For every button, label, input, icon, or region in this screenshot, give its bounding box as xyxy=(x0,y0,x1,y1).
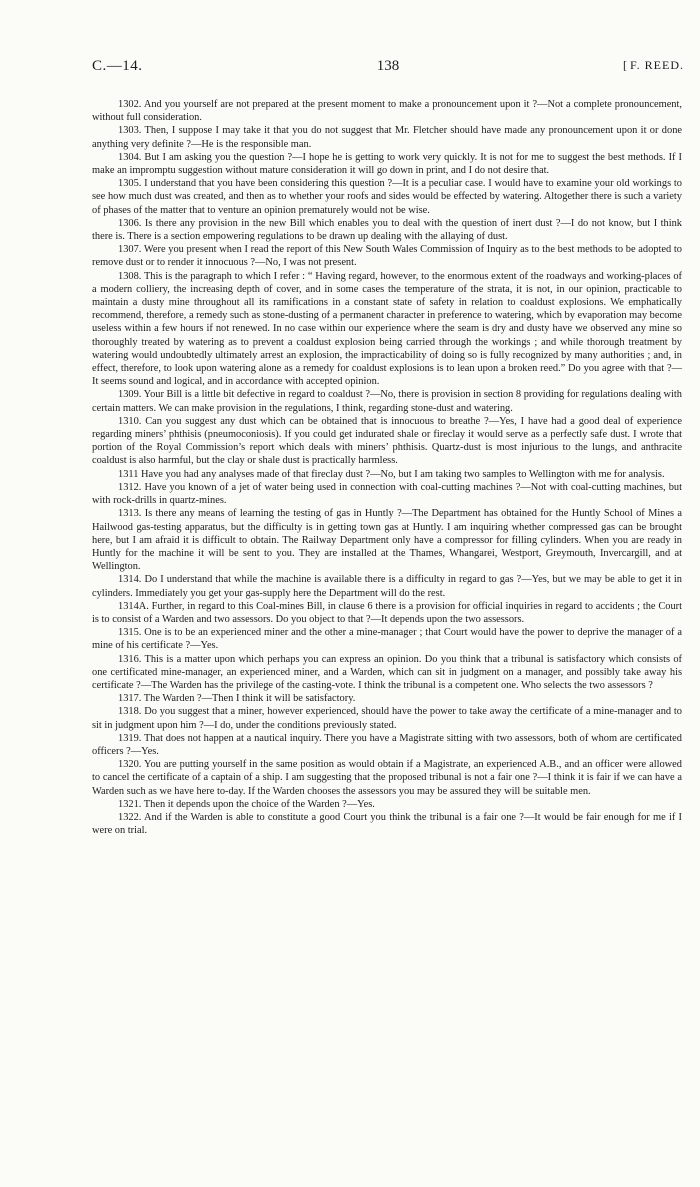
question-1318: 1318. Do you suggest that a miner, however experienced, should have the power to take away the certificate of a mine-manager and to sit in judgment upon him ?—I do, under the conditions previously stated. xyxy=(92,706,682,731)
question-1322: 1322. And if the Warden is able to constitute a good Court you think the tribunal is a fair one ?—It would be fair enough for me if I were on trial. xyxy=(92,811,682,837)
question-1315: 1315. One is to be an experienced miner and the other a mine-manager ; that Court would have the power to deprive the manager of a mine of his certificate ?—Yes. xyxy=(92,627,682,652)
question-1304: 1304. But I am asking you the question ?—I hope he is getting to work very quickly. It is not for me to suggest the best methods. If I make an impromptu suggestion without mature consideration it will go down in print, and I do not desire that. xyxy=(92,151,682,177)
question-1309: 1309. Your Bill is a little bit defective in regard to coaldust ?—No, there is provision in section 8 providing for regulations dealing with certain matters. We can make provision in the regulations, I think, regarding stone-dust and watering. xyxy=(92,389,682,414)
question-1316: 1316. This is a matter upon which perhaps you can express an opinion. Do you think that a tribunal is satisfactory which consists of one certificated mine-manager, an experienced miner, and a Warden, which can sit in judgment on a manager, and possibly take away his certificate ?—The Warden has the privilege of the casting-vote. I think the tribunal is a competent one. Who selects the two assessors ? xyxy=(92,653,682,691)
question-1306: 1306. Is there any provision in the new Bill which enables you to deal with the question of inert dust ?—I do not know, but I think there is. There is a section empowering regulations to be drawn up dealing with the allaying of dust. xyxy=(92,217,682,243)
page-header xyxy=(92,58,684,82)
question-1319: 1319. That does not happen at a nautical inquiry. There you have a Magistrate sitting with two assessors, both of whom are certificated officers ?—Yes. xyxy=(92,732,682,757)
question-1312: 1312. Have you known of a jet of water being used in connection with coal-cutting machines ?—Not with coal-cutting machines, but with rock-drills in quartz-mines. xyxy=(92,481,682,507)
question-1313: 1313. Is there any means of learning the testing of gas in Huntly ?—The Department has obtained for the Huntly School of Mines a Hailwood gas-testing apparatus, but the difficulty is in getting town gas at Huntly. I am inquiring whether compressed gas can be brought here, but I am afraid it is difficult to obtain. The Railway Department only have a compressor for filling cylinders. When you are ready in Huntly for the machine it will be sent to you. They are installed at the Thames, Whangarei, Westport, Greymouth, Invercargill, and at Wellington. xyxy=(92,508,682,573)
question-1314a: 1314A. Further, in regard to this Coal-mines Bill, in clause 6 there is a provision for official inquiries in regard to accidents ; the Court is to consist of a Warden and two assessors. Do you object to that ?—It depends upon the two assessors. xyxy=(92,600,682,625)
question-1317: 1317. The Warden ?—Then I think it will be satisfactory. xyxy=(118,693,356,705)
document-id: C.—14. xyxy=(92,58,143,74)
question-1314: 1314. Do I understand that while the machine is available there is a difficulty in regard to gas ?—Yes, but we may be able to get it in cylinders. Immediately you get your gas-supply here the Department will do the rest. xyxy=(92,574,682,599)
question-1303: 1303. Then, I suppose I may take it that you do not suggest that Mr. Fletcher should have made any pronouncement upon it or done anything very definite ?—He is the responsible man. xyxy=(92,125,682,150)
page-number: 138 xyxy=(376,58,400,74)
witness-name: [ F. REED. xyxy=(622,58,684,72)
question-1320: 1320. You are putting yourself in the same position as would obtain if a Magistrate, an experienced A.B., and an officer were allowed to cancel the certificate of a captain of a ship. I am suggesting that the proposed tribunal is not a fair one ?—I think it is fair if we can have a Warden such as we have here to-day. If the Warden chooses the assessors you may be assured they will be suitable men. xyxy=(92,759,682,797)
question-1307: 1307. Were you present when I read the report of this New South Wales Commission of Inquiry as to the best methods to be adopted to remove dust or to render it innocuous ?—No, I was not present. xyxy=(92,244,682,269)
question-1302: 1302. And you yourself are not prepared at the present moment to make a pronouncement upon it ?—Not a complete pronouncement, without full consideration. xyxy=(92,99,682,124)
question-1311: 1311 Have you had any analyses made of that fireclay dust ?—No, but I am taking two samples to Wellington with me for analysis. xyxy=(118,468,665,480)
testimony-body xyxy=(92,98,682,837)
question-1308: 1308. This is the paragraph to which I refer : “ Having regard, however, to the enormous extent of the roadways and working-places of a modern colliery, the increasing depth of cover, and in some cases the temperature of the strata, it is not, in our opinion, practicable to maintain a dusty mine throughout all its ramifications in a constant state of safety in relation to coaldust explosions. We emphatically recommend, therefore, a remedy such as stone-dusting of a permanent character in preference to watering, which by evaporation may become useless within a few hours if not renewed. In no case within our experience where the seam is dry and dusty have we observed any mine so thoroughly treated by watering as to prevent a coaldust explosion being carried through the workings ; and while thorough treatment by watering would undoubtedly ultimately arrest an explosion, the impracticability of doing so is fully recognized by many authorities ; and, in effect, therefore, to look upon watering alone as a remedy for coaldust explosions is to lean upon a broken reed.” Do you agree with that ?—It seems sound and logical, and in accordance with accepted opinion. xyxy=(92,270,682,388)
question-1305: 1305. I understand that you have been considering this question ?—It is a peculiar case. I would have to examine your old workings to see how much dust was created, and then as to whether your roofs and sides would be effected by watering. Altogether there is such a variety of phases of the matter that to venture an opinion prematurely would not be wise. xyxy=(92,178,682,216)
question-1310: 1310. Can you suggest any dust which can be obtained that is innocuous to breathe ?—Yes, I have had a good deal of experience regarding miners’ phthisis (pneumoconiosis). If you could get indurated shale or fireclay it would serve as a perfectly safe dust. I wrote that portion of the Royal Commission’s report which deals with miners’ phthisis. Quartz-dust is most injurious to the lungs, and anthracite coaldust is also harmful, but the clay or shale dust is practically harmless. xyxy=(92,415,682,467)
question-1321: 1321. Then it depends upon the choice of the Warden ?—Yes. xyxy=(118,798,375,810)
witness-name-text: F. REED. xyxy=(629,58,684,72)
